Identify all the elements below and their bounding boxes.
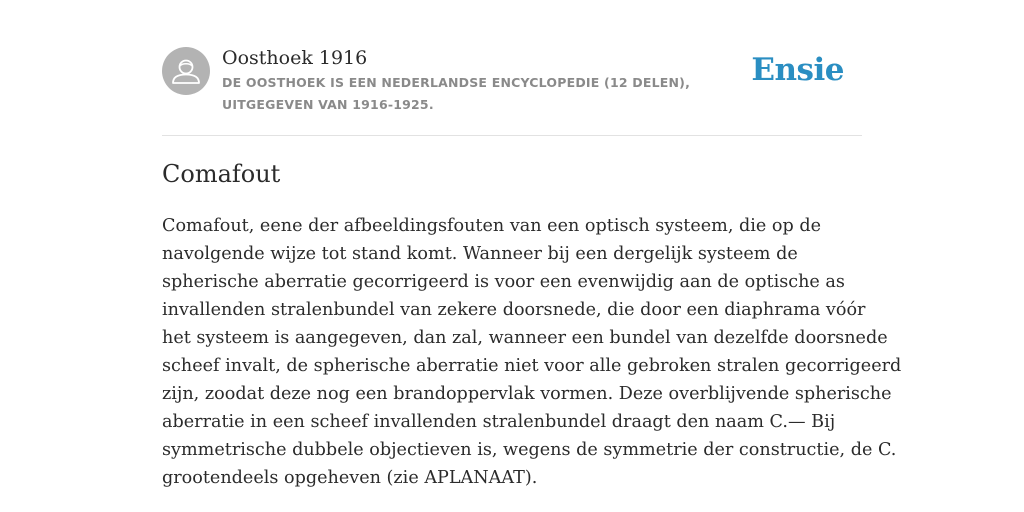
body-line: zijn, zoodat deze nog een brandoppervlak vormen. Deze overblijvende spherische — [162, 384, 892, 404]
header-divider — [162, 135, 862, 136]
body-line: aberratie in een scheef invallenden stralenbundel draagt den naam C.— Bij — [162, 412, 836, 432]
body-line: grootendeels opgeheven (zie APLANAAT). — [162, 468, 538, 488]
body-line: invallenden stralenbundel van zekere doorsnede, die door een diaphrama vóór — [162, 300, 866, 320]
body-line: navolgende wijze tot stand komt. Wanneer bij een dergelijk systeem de — [162, 244, 798, 264]
source-title[interactable]: Oosthoek 1916 — [222, 47, 368, 69]
user-icon — [162, 47, 210, 95]
brand-logo[interactable]: Ensie — [751, 52, 844, 88]
body-line: het systeem is aangegeven, dan zal, wanneer een bundel van dezelfde doorsnede — [162, 328, 888, 348]
source-header — [162, 46, 862, 116]
entry-body — [162, 212, 902, 492]
body-line: Comafout, eene der afbeeldingsfouten van een optisch systeem, die op de — [162, 216, 822, 236]
body-line: spherische aberratie gecorrigeerd is voor een evenwijdig aan de optische as — [162, 272, 845, 292]
source-description: DE OOSTHOEK IS EEN NEDERLANDSE ENCYCLOPEDIE (12 DELEN), UITGEGEVEN VAN 1916-1925. — [222, 75, 691, 112]
entry-title: Comafout — [162, 160, 281, 188]
source-avatar[interactable] — [162, 47, 210, 95]
body-line: scheef invalt, de spherische aberratie niet voor alle gebroken stralen gecorrigeerd — [162, 356, 902, 376]
body-line: symmetrische dubbele objectieven is, wegens de symmetrie der constructie, de C. — [162, 440, 897, 460]
